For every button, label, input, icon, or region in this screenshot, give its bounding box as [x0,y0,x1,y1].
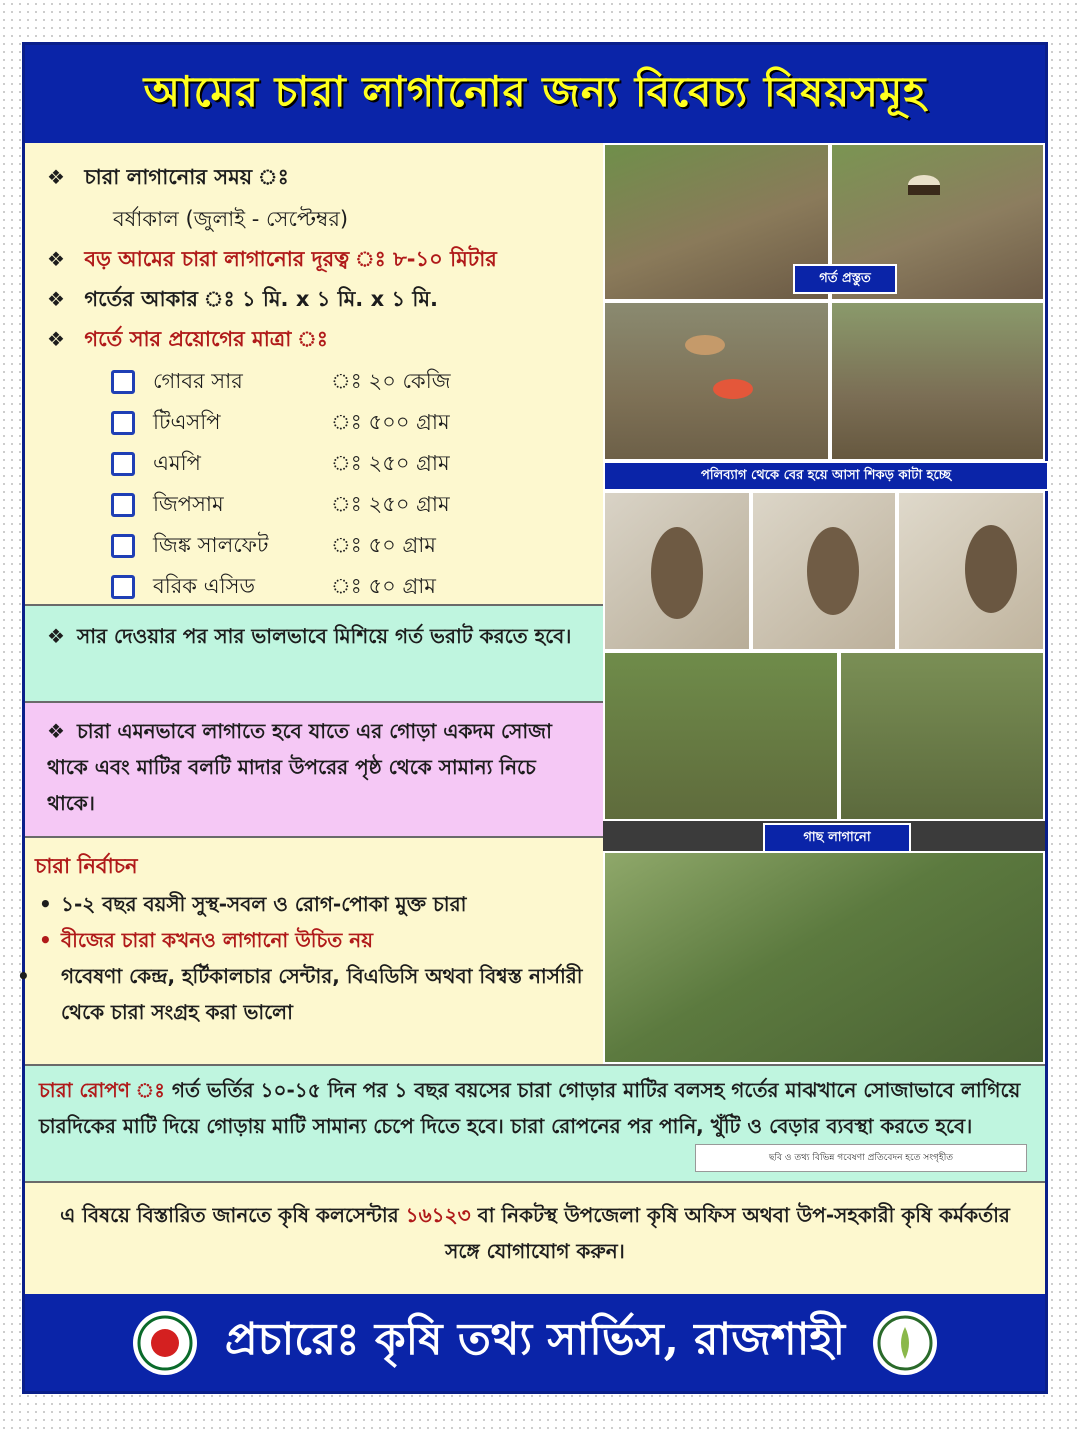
fertilizer-row [111,447,450,482]
call-center-number: ১৬১২৩ [405,1203,471,1227]
planting-note: ❖ চারা এমনভাবে লাগাতে হবে যাতে এর গোড়া একদম সোজা থাকে এবং মাটির বলটি মাদার উপরের পৃষ্ঠ থেকে সামান্য নিচে থাকে। [47,713,589,821]
diamond-bullet-icon: ❖ [47,719,65,743]
planting-note-section [25,703,603,838]
fertilizer-amount: ঃ ৫০ গ্রাম [331,533,436,557]
fertilizer-name: টিএসপি [153,410,221,434]
photo-planting-3 [603,851,1045,1064]
fertilizer-row [111,529,436,564]
diamond-bullet-icon: ❖ [47,327,65,351]
checkbox-icon [111,452,135,476]
soil-ball-icon [899,493,1043,649]
planting-info-section [25,143,603,606]
fertilizer-amount: ঃ ২৫০ গ্রাম [331,451,450,475]
footer-text: প্রচারেঃ কৃষি তথ্য সার্ভিস, রাজশাহী [224,1314,846,1365]
fertilizer-row [111,365,451,400]
selection-item: • ১-২ বছর বয়সী সুস্থ-সবল ও রোগ-পোকা মুক্ত চারা [39,892,467,916]
fertilizer-amount: ঃ ২০ কেজি [331,369,451,393]
fertilizer-name: জিঙ্ক সালফেট [153,533,269,557]
selection-heading: চারা নির্বাচন [35,854,138,878]
photo-bag-3 [897,491,1045,651]
fertilizer-trays-icon [605,303,828,459]
photo-collage [603,143,1045,1064]
checkbox-icon [111,370,135,394]
fertilizer-amount: ঃ ৫০ গ্রাম [331,574,436,598]
selection-item: • বীজের চারা কখনও লাগানো উচিত নয় [39,928,373,952]
contact-section [25,1181,1045,1294]
transplant-section [25,1064,1045,1181]
photo-label-plant: গাছ লাগানো [763,823,911,853]
planting-distance: ❖ বড় আমের চারা লাগানোর দূরত্ব ঃ ৮-১০ মিটার [47,247,497,271]
fertilizer-amount: ঃ ৫০০ গ্রাম [331,410,450,434]
photo-planting-2 [839,651,1045,821]
diamond-bullet-icon: ❖ [47,165,65,189]
source-note: ছবি ও তথ্য বিভিন্ন গবেষণা প্রতিবেদন হতে সংগৃহীত [695,1144,1027,1172]
checkbox-icon [111,575,135,599]
fertilizer-name: বরিক এসিড [153,574,255,598]
mix-note-section [25,606,603,703]
poster-title: আমের চারা লাগানোর জন্য বিবেচ্য বিষয়সমূহ [143,66,927,116]
fertilizer-row [111,488,450,523]
mix-note: ❖ সার দেওয়ার পর সার ভালভাবে মিশিয়ে গর্ত ভরাট করতে হবে। [47,618,589,654]
soil-ball-icon [605,493,749,649]
soil-ball-icon [753,493,895,649]
fertilizer-row [111,406,450,441]
diamond-bullet-icon: ❖ [47,287,65,311]
fertilizer-row [111,570,436,605]
photo-label-bag: পলিব্যাগ থেকে বের হয়ে আসা শিকড় কাটা হচ্ছে [603,461,1049,491]
photo-bag-1 [603,491,751,651]
photo-planting-1 [603,651,839,821]
poster-header [25,45,1045,143]
fertilizer-name: জিপসাম [153,492,224,516]
selection-list [17,886,589,1030]
contact-text: এ বিষয়ে বিস্তারিত জানতে কৃষি কলসেন্টার ১৬১২৩ বা নিকটস্থ উপজেলা কৃষি অফিস অথবা উপ-সহকারী কৃষি কর্মকর্তার সঙ্গে যোগাযোগ করুন। [60,1203,1010,1263]
selection-section [17,838,603,1064]
diamond-bullet-icon: ❖ [47,247,65,271]
diamond-bullet-icon: ❖ [47,624,65,648]
planting-time-value: বর্ষাকাল (জুলাই - সেপ্টেম্বর) [113,207,349,231]
transplant-text: চারা রোপণ ঃ গর্ত ভর্তির ১০-১৫ দিন পর ১ বছর বয়সের চারা গোড়ার মাটির বলসহ গর্তের মাঝখানে সোজাভাবে লাগিয়ে চারদিকের মাটি দিয়ে গোড়ায় মাটি সামান্য চেপে দিতে হবে। চারা রোপনের পর পানি, খুঁটি ও বেড়ার ব্যবস্থা করতে হবে। [39,1078,1021,1138]
checkbox-icon [111,411,135,435]
ais-logo-icon [873,1311,937,1375]
fertilizer-heading: ❖ গর্তে সার প্রয়োগের মাত্রা ঃ [47,327,328,351]
planting-time-heading: ❖ চারা লাগানোর সময় ঃ [47,165,289,189]
checkbox-icon [111,534,135,558]
fertilizer-name: গোবর সার [153,369,243,393]
photo-label-pit: গর্ত প্রস্তুত [793,264,897,294]
fertilizer-amount: ঃ ২৫০ গ্রাম [331,492,450,516]
photo-fertilizer-1 [603,301,830,461]
selection-item: • গবেষণা কেন্দ্র, হর্টিকালচার সেন্টার, বিএডিসি অথবা বিশ্বস্ত নার্সারী থেকে চারা সংগ্রহ করা ভালো [17,964,583,1024]
pit-size: ❖ গর্তের আকার ঃ ১ মি. x ১ মি. x ১ মি. [47,287,439,311]
poster [17,42,1048,1394]
checkbox-icon [111,493,135,517]
fertilizer-name: এমপি [153,451,201,475]
photo-fertilizer-2 [830,301,1045,461]
government-seal-icon [133,1311,197,1375]
photo-bag-2 [751,491,897,651]
poster-footer [25,1294,1045,1391]
